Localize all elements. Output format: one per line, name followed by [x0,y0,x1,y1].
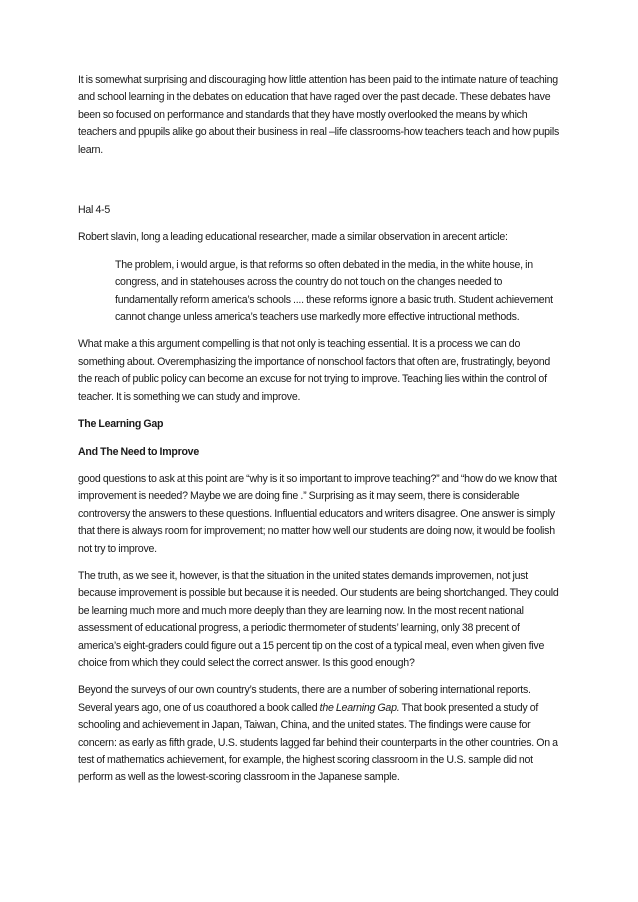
paragraph-international-text-1: Beyond the surveys of our own country’s students, there are a number of sobering international reports. Several years ago, one of us coauthored a book called [78,684,531,714]
paragraph-intro: It is somewhat surprising and discouraging how little attention has been paid to the intimate nature of teaching and school learning in the debates on education that have raged over the past decade. These debates have been so focused on performance and standards that they have mostly overlooked the means by which teachers and ppupils alike go about their business in real –life classrooms-how teachers teach and how pupils learn. [78,74,560,156]
paragraph-questions: good questions to ask at this point are “why is it so important to improve teaching?” and “how do we know that improvement is needed? Maybe we are doing fine .” Surprising as it may seem, there is considerable controversy the answers to these questions. Influential educators and writers disagree. One answer is simply that there is always room for improvement; no matter how well our students are doing now, it would be foolish not try to improve. [78,472,557,555]
document-page [78,72,562,797]
paragraph-slavin: Robert slavin, long a leading educational researcher, made a similar observation in arecent article: [78,231,508,244]
paragraph-argument: What make a this argument compelling is that not only is teaching essential. It is a process we can do something about. Overemphasizing the importance of nonschool factors that often are, frustratingly, beyond the reach of public policy can become an excuse for not trying to improve. Teaching lies within the control of teacher. It is something we can study and improve. [78,338,550,403]
page-reference: Hal 4-5 [78,204,111,217]
book-title: the Learning Gap. [319,701,400,714]
section-heading-learning-gap: The Learning Gap [78,418,164,431]
paragraph-international [78,682,562,786]
paragraph-truth: The truth, as we see it, however, is that the situation in the united states demands improvemen, not just because improvement is possible but because it is needed. Our students are being shortchanged. They could be learning much more and much more deeply than they are learning now. In the most recent national assessment of educational progress, a periodic thermometer of students’ learning, only 38 precent of america’s eight-graders could figure out a 15 percent tip on the cost of a typical meal, even when given five choice from which they could select the correct answer. Is this good enough? [78,569,559,669]
block-quote: The problem, i would argue, is that reforms so often debated in the media, in the white house, in congress, and in statehouses across the country do not touch on the changes needed to fundamentally reform america’s schools .... these reforms ignore a basic truth. Student achievement cannot change unless america’s teachers use markedly more effective intructional methods. [115,258,553,324]
paragraph-international-text-2: That book presented a study of schooling and achievement in Japan, Taiwan, China, and the united states. The findings were cause for concern: as early as fifth grade, U.S. students lagged far behind their counterparts in the other countries. On a test of mathematics achievement, for example, the highest scoring classroom in the U.S. sample did not perform as well as the lowest-scoring classroom in the Japanese sample. [78,701,558,784]
section-heading-need-to-improve: And The Need to Improve [78,445,199,458]
